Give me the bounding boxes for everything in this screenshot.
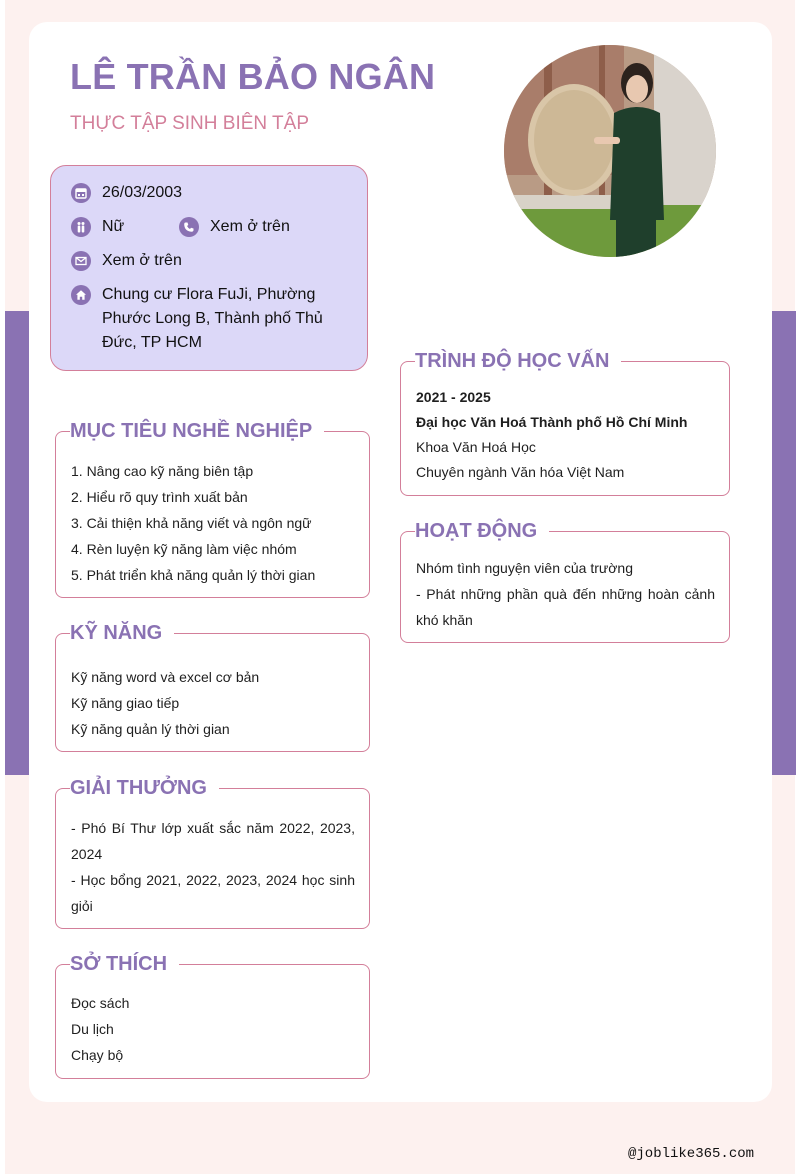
hobbies-section [55, 953, 370, 1079]
list-item: Du lịch [71, 1021, 114, 1037]
list-item: Kỹ năng quản lý thời gian [71, 721, 230, 737]
gender-icon [71, 217, 91, 237]
list-item: - Học bổng 2021, 2022, 2023, 2024 học sinh giỏi [71, 872, 355, 914]
job-title: THỰC TẬP SINH BIÊN TẬP [70, 113, 310, 134]
list-item: Chạy bộ [71, 1047, 124, 1063]
skills-list [71, 664, 355, 742]
list-item: 3. Cải thiện khả năng viết và ngôn ngữ [71, 515, 312, 531]
birthday-value: 26/03/2003 [102, 184, 183, 201]
activities-section [400, 520, 730, 643]
email-icon [71, 251, 91, 271]
career-goals-section [55, 420, 370, 598]
education-title: TRÌNH ĐỘ HỌC VẤN [415, 349, 621, 373]
list-item: Đọc sách [71, 995, 130, 1011]
list-item: 4. Rèn luyện kỹ năng làm việc nhóm [71, 541, 297, 557]
home-icon [71, 285, 91, 305]
profile-photo [504, 45, 716, 257]
list-item: 2. Hiểu rõ quy trình xuất bản [71, 489, 248, 505]
calendar-icon [71, 183, 91, 203]
phone-row [179, 215, 290, 239]
email-value: Xem ở trên [102, 252, 182, 269]
education-school: Đại học Văn Hoá Thành phố Hồ Chí Minh [416, 414, 688, 430]
phone-icon [179, 217, 199, 237]
phone-value: Xem ở trên [210, 218, 290, 235]
education-major: Chuyên ngành Văn hóa Việt Nam [416, 464, 625, 480]
list-item: 1. Nâng cao kỹ năng biên tập [71, 463, 254, 479]
gender-row [71, 215, 124, 239]
skills-section [55, 622, 370, 752]
list-item: Kỹ năng giao tiếp [71, 695, 180, 711]
list-item: Kỹ năng word và excel cơ bản [71, 669, 260, 685]
email-row [71, 249, 182, 273]
awards-section [55, 777, 370, 929]
candidate-name: LÊ TRẦN BẢO NGÂN [70, 56, 436, 97]
hobbies-title: SỞ THÍCH [70, 952, 179, 976]
activities-title: HOẠT ĐỘNG [415, 519, 549, 543]
activities-body [416, 555, 715, 633]
education-faculty: Khoa Văn Hoá Học [416, 439, 536, 455]
address-value: Chung cư Flora FuJi, Phường Phước Long B, Thành phố Thủ Đức, TP HCM [102, 286, 323, 351]
education-body [416, 385, 715, 485]
contact-info-box [50, 165, 368, 371]
birthday-row [71, 181, 182, 205]
list-item: 5. Phát triển khả năng quản lý thời gian [71, 567, 316, 583]
hobbies-list [71, 990, 355, 1068]
activity-description: - Phát những phần quà đến những hoàn cảnh khó khăn [416, 586, 715, 628]
watermark-text: @joblike365.com [628, 1146, 755, 1162]
list-item: - Phó Bí Thư lớp xuất sắc năm 2022, 2023, 2024 [71, 820, 355, 862]
career-goals-title: MỤC TIÊU NGHỀ NGHIỆP [70, 419, 324, 443]
activity-group: Nhóm tình nguyện viên của trường [416, 560, 634, 576]
education-period: 2021 - 2025 [416, 389, 491, 405]
address-row [71, 283, 331, 355]
education-section [400, 350, 730, 496]
career-goals-list [71, 458, 355, 588]
left-accent-band [5, 311, 29, 775]
right-accent-band [772, 311, 796, 775]
gender-value: Nữ [102, 218, 125, 235]
awards-title: GIẢI THƯỞNG [70, 776, 219, 800]
awards-list [71, 815, 355, 919]
skills-title: KỸ NĂNG [70, 621, 174, 645]
